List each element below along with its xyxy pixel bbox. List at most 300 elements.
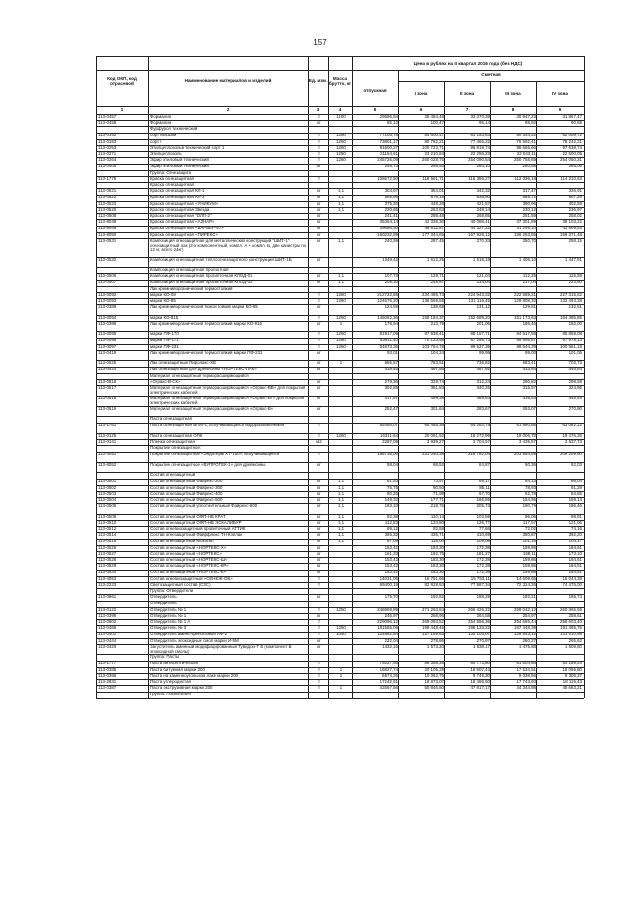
cell-code: 113-0503 (98, 491, 117, 496)
cell-zone1-price: 159 184,37 (422, 315, 444, 320)
cell-zone2-price: 264,10 (476, 164, 490, 169)
cell-zone4-price: 402,59 (568, 201, 582, 206)
cell-zone3-price: 168,11 (522, 551, 536, 556)
cell-code: 113-0505 (98, 504, 117, 509)
cell-code: 113-0526 (98, 545, 117, 550)
cell-code: 113-0502 (98, 485, 117, 490)
cell-release-price: 79227,86 (379, 661, 398, 666)
cell-release-price: 302,85 (384, 385, 398, 390)
cell-mass: 1 (339, 361, 343, 366)
cell-unit: т (317, 298, 320, 303)
cell-zone1-price: 23 210,84 (424, 151, 444, 156)
row-rule (96, 207, 584, 208)
cell-name: Группа: Огнезащита (150, 170, 192, 175)
cell-release-price: 73801,17 (379, 139, 398, 144)
cell-release-price: 245,73 (384, 164, 398, 169)
cell-zone4-price: 18 115,43 (562, 679, 582, 684)
column-number: 6 (419, 107, 423, 113)
cell-code: 113-0399 (98, 613, 117, 618)
cell-name: марки КО-08 (150, 292, 176, 297)
cell-zone4-price: 448,48 (568, 396, 582, 401)
cell-code: 113-8049 (98, 226, 117, 231)
cell-code: 113-0528 (98, 557, 117, 562)
cell-code: 113-0530 (98, 570, 117, 575)
cell-zone4-price: 324,95 (568, 385, 582, 390)
cell-release-price: 16827,74 (379, 667, 398, 672)
cell-release-price: 178,94 (384, 321, 398, 326)
cell-unit: т (317, 344, 320, 349)
cell-code: 113-0506 (98, 274, 117, 279)
cell-mass: 1260 (336, 133, 346, 138)
cell-name: Отвердитель (150, 595, 177, 600)
cell-zone4-price: 18 055,80 (562, 667, 582, 672)
cell-zone4-price: 265,05 (568, 164, 582, 169)
cell-zone1-price: 84 600,47 (424, 133, 444, 138)
cell-name: Состав огнезащитный Файрекс-400 (150, 491, 223, 496)
cell-name: Состав огнезащитный Файрфлекс ТН Кэплак (150, 533, 243, 538)
cell-zone1-price: 271 263,84 (422, 607, 444, 612)
cell-name: Покрытие огнезащитное «Эндотерм ХТ-150», вспучивающееся (150, 452, 280, 457)
cell-zone1-price: 68,52 (433, 462, 444, 467)
cell-zone1-price: 183,30 (430, 570, 444, 575)
cell-code: 113-0458 (98, 120, 117, 125)
row-rule (96, 360, 584, 361)
cell-zone3-price: 129,81 (522, 305, 536, 310)
cell-zone2-price: 254 556,36 (468, 619, 490, 624)
column-rule (444, 81, 445, 698)
cell-zone3-price: 129 808,32 (514, 298, 536, 303)
cell-zone4-price: 236,97 (568, 207, 582, 212)
cell-release-price: 183,10 (384, 504, 398, 509)
row-rule (96, 157, 584, 158)
cell-name: сорт I (150, 139, 162, 144)
cell-code: 113-0519 (98, 406, 117, 411)
row-rule (96, 257, 584, 258)
cell-unit: кг (317, 564, 321, 569)
row-rule (96, 373, 584, 374)
cell-zone4-price: 115,59 (568, 274, 582, 279)
cell-unit: т (317, 686, 320, 691)
cell-mass: 1,1 (337, 497, 345, 502)
cell-zone3-price: 84 517,59 (516, 332, 536, 337)
cell-zone1-price: 100,47 (430, 120, 444, 125)
cell-zone4-price: 63 082,22 (562, 423, 582, 428)
row-rule (96, 632, 584, 633)
cell-zone4-price: 258,02 (568, 213, 582, 218)
cell-zone1-price: 10 362,75 (424, 673, 444, 678)
cell-name: Лак кремнийорганический тюмостойкий марки КО-85 (150, 305, 258, 310)
row-rule (96, 551, 584, 552)
cell-name: Состав огнезащитный «НОРТЕКС-КР» (150, 564, 229, 569)
cell-unit: т (317, 158, 320, 163)
cell-zone4-price: 254 050,31 (560, 158, 582, 163)
row-rule (96, 280, 584, 281)
cell-release-price: 241,41 (384, 213, 398, 218)
cell-release-price: 246969,89 (377, 607, 398, 612)
cell-zone3-price: 1 475,88 (518, 644, 536, 649)
row-rule (96, 106, 584, 107)
cell-zone4-price: 82 009,72 (562, 133, 582, 138)
cell-zone3-price: 112,25 (522, 274, 536, 279)
cell-code: 113-0092 (98, 292, 117, 297)
cell-unit: кг (317, 280, 321, 285)
cell-name: Композиция огнезащитная прогипточная КЛОД-02 (150, 280, 253, 285)
cell-code: 113-0097 (98, 344, 117, 349)
cell-release-price: 55486,07 (379, 423, 398, 428)
cell-zone4-price: 9 306,37 (564, 673, 582, 678)
cell-zone4-price: 66,04 (571, 479, 582, 484)
header-unit: Ед. изм. (308, 78, 328, 84)
row-rule (96, 321, 584, 322)
cell-name: марки КО-815 (150, 315, 179, 320)
cell-mass: 1,1 (337, 514, 345, 519)
cell-unit: т (317, 139, 320, 144)
cell-code: 113-0420 (98, 644, 117, 649)
cell-zone3-price: 182,21 (522, 595, 536, 600)
cell-release-price: 81917,09 (379, 332, 398, 337)
cell-unit: т (317, 607, 320, 612)
cell-zone2-price: 116 386,27 (468, 176, 490, 181)
cell-code: 113-0444 (98, 638, 117, 643)
cell-release-price: 69,12 (387, 526, 398, 531)
cell-unit: кг (317, 120, 321, 125)
table-row (96, 396, 582, 406)
row-rule (96, 120, 584, 121)
cell-unit: кг (317, 545, 321, 550)
row-rule (96, 679, 584, 680)
cell-code: 113-0531 (98, 238, 117, 243)
cell-zone2-price: 77 987,34 (470, 582, 490, 587)
cell-zone3-price: 95 655,66 (516, 145, 536, 150)
cell-name: Отвердитель (150, 601, 177, 606)
row-rule (96, 292, 584, 293)
row-rule (96, 479, 584, 480)
cell-zone3-price: 263,07 (522, 406, 536, 411)
cell-name: Краска огнезащитная КЛ-3 (150, 195, 205, 200)
cell-name: Этилцеллозольв технический сорт 1 (150, 145, 225, 150)
cell-name: Покрытие огнезащитное «ВУПРОТЕК-1» для древесины (150, 462, 266, 467)
cell-release-price: 252,47 (384, 406, 398, 411)
cell-zone2-price: 1 538,17 (472, 644, 490, 649)
cell-zone3-price: 72,02 (525, 526, 536, 531)
cell-zone2-price: 270,33 (476, 238, 490, 243)
cell-mass: 1,1 (337, 539, 345, 544)
cell-release-price: 245726,09 (377, 158, 398, 163)
cell-unit: т (317, 423, 320, 428)
cell-name: Паста огнезащитная ОПК (150, 433, 203, 438)
cell-name: Краска огнезащитная «ПИРЕКС» (150, 232, 218, 237)
row-rule (96, 226, 584, 227)
cell-zone4-price: 185,74 (568, 595, 582, 600)
header-zone4: IV зона (552, 91, 568, 97)
cell-unit: т (317, 667, 320, 672)
cell-zone1-price: 218,76 (430, 504, 444, 509)
cell-zone1-price: 104,24 (430, 350, 444, 355)
cell-zone1-price: 42 336,30 (424, 220, 444, 225)
cell-name: Этилцеллозоль (150, 151, 182, 156)
row-rule (96, 56, 584, 57)
cell-zone3-price: 260,27 (522, 638, 536, 643)
cell-code: 113-0387 (98, 686, 117, 691)
cell-zone3-price: 251,59 (522, 213, 536, 218)
header-zone1: I зона (414, 91, 428, 97)
column-number: 5 (373, 107, 377, 113)
cell-zone3-price: 80 344,22 (516, 133, 536, 138)
row-rule (96, 667, 584, 668)
cell-zone4-price: 164,61 (568, 564, 582, 569)
cell-release-price: 153,42 (384, 570, 398, 575)
row-rule (96, 625, 584, 626)
cell-zone2-price: 77 465,22 (470, 139, 490, 144)
cell-mass: 1,1 (337, 491, 345, 496)
cell-zone1-price: 183,30 (430, 564, 444, 569)
cell-zone2-price: 342,32 (476, 189, 490, 194)
cell-mass: 1260 (336, 298, 346, 303)
cell-zone2-price: 166,55 (476, 497, 490, 502)
cell-unit: кг (317, 361, 321, 366)
cell-mass: 1,1 (337, 201, 345, 206)
column-number: 4 (338, 107, 342, 113)
cell-unit: кг (317, 189, 321, 194)
cell-zone2-price: 22 255,23 (470, 151, 490, 156)
cell-unit: т (317, 338, 320, 343)
cell-code: 113-0510 (98, 520, 117, 525)
cell-code: 113-0385 (98, 667, 117, 672)
row-rule (96, 331, 584, 332)
cell-zone4-price: 392,20 (568, 533, 582, 538)
cell-name: Лак огнезащитный для древесины «НОРТЕКС-ЛАК» (150, 367, 257, 372)
column-number: 9 (558, 107, 562, 113)
cell-name: Состав огнезащитный уплотнительный Файрекс-600 (150, 504, 258, 509)
cell-release-price: 39656,30 (379, 226, 398, 231)
cell-zone3-price: 128 943,12 (514, 632, 536, 637)
cell-code: 113-4051 (98, 452, 117, 457)
cell-zone1-price: 20 061,52 (424, 433, 444, 438)
column-number: 7 (465, 107, 469, 113)
cell-zone4-price: 164,61 (568, 570, 582, 575)
cell-name: Отвердитель № 3 (150, 626, 187, 631)
cell-zone1-price: 116,00 (430, 539, 444, 544)
cell-code: 113-0514 (98, 533, 117, 538)
cell-zone4-price: 223,50 (568, 280, 582, 285)
row-rule (96, 661, 584, 662)
cell-unit: т (317, 332, 320, 337)
row-rule (96, 638, 584, 639)
cell-unit: кг (317, 557, 321, 562)
cell-release-price: 91600,27 (379, 145, 398, 150)
cell-code: 113-0419 (98, 350, 117, 355)
cell-name: Состав огнезащитный Файрекс-200 (150, 479, 223, 484)
cell-zone2-price: 1 516,19 (472, 257, 490, 262)
cell-code: 113-0509 (98, 514, 117, 519)
cell-zone4-price: 132 493,28 (560, 298, 582, 303)
row-rule (96, 213, 584, 214)
cell-unit: кг (317, 485, 321, 490)
cell-mass: 1,1 (337, 533, 345, 538)
cell-zone2-price: 172,38 (476, 570, 490, 575)
cell-zone2-price: 635,90 (476, 195, 490, 200)
cell-code: 113-0512 (98, 526, 117, 531)
row-rule (96, 582, 584, 583)
cell-zone4-price: 74,16 (571, 526, 582, 531)
cell-code: 113-0406 (98, 164, 117, 169)
cell-code: 113-1761 (98, 423, 117, 428)
cell-name: Состав огнезащитный «НОРТЕКС-Х» (150, 545, 227, 550)
cell-unit: кг (317, 491, 321, 496)
cell-zone3-price: 159,86 (522, 564, 536, 569)
cell-zone3-price: 230,12 (522, 207, 536, 212)
cell-name: Паста огнезащитная ВПМ-2, вспучивающаяся водоразбавляемая (150, 423, 285, 428)
cell-zone4-price: 270,90 (568, 406, 582, 411)
cell-zone2-price: 188,28 (476, 595, 490, 600)
cell-zone2-price: 121,04 (476, 274, 490, 279)
cell-mass: 1,1 (337, 195, 345, 200)
cell-zone2-price: 181,27 (476, 551, 490, 556)
cell-zone3-price: 41 246,10 (516, 226, 536, 231)
cell-unit: кг (317, 321, 321, 326)
cell-code: 113-0515 (98, 539, 117, 544)
cell-zone2-price: 264,58 (476, 613, 490, 618)
cell-zone4-price: 97 638,74 (562, 145, 582, 150)
cell-zone1-price: 499,38 (430, 396, 444, 401)
cell-zone4-price: 227 315,62 (560, 292, 582, 297)
cell-zone4-price: 173,10 (568, 551, 582, 556)
column-number: 2 (226, 107, 230, 113)
cell-release-price: 150232,89 (377, 232, 398, 237)
page-number: 157 (313, 38, 327, 47)
cell-zone1-price: 260 028,75 (422, 158, 444, 163)
cell-zone2-price: 19 272,99 (470, 433, 490, 438)
cell-mass: 1050 (336, 632, 346, 637)
cell-zone4-price: 326,91 (568, 189, 582, 194)
cell-name: Группа: Отвердители (150, 588, 194, 593)
cell-zone1-price: 183,30 (430, 557, 444, 562)
cell-name: Отвердитель № 1 (150, 607, 187, 612)
table-row (96, 304, 582, 314)
cell-name: марки ПФ-170 (150, 332, 179, 337)
cell-zone1-price: 436,71 (430, 533, 444, 538)
cell-zone3-price: 254 665,44 (514, 619, 536, 624)
cell-release-price: 92,38 (387, 514, 398, 519)
cell-zone3-price: 187 448,39 (514, 626, 536, 631)
row-rule (96, 503, 584, 504)
cell-unit: т (317, 145, 320, 150)
cell-unit: кг (317, 595, 321, 600)
cell-zone4-price: 90,68 (571, 120, 582, 125)
cell-zone4-price: 22 500,05 (562, 151, 582, 156)
cell-unit: кг (317, 533, 321, 538)
cell-zone3-price: 217,04 (522, 280, 536, 285)
cell-zone1-price: 48 812,87 (424, 226, 444, 231)
cell-zone4-price: 1 509,80 (564, 644, 582, 649)
cell-release-price: 195738,00 (377, 452, 398, 457)
cell-zone3-price: 96,06 (525, 514, 536, 519)
cell-name: Формалин (150, 114, 172, 119)
cell-release-price: 21154,61 (380, 151, 398, 156)
cell-zone3-price: 64,13 (525, 479, 536, 484)
cell-name: Композиция огнезащитная теплоогнезащитного конструкций ШИТ-1Б (150, 257, 292, 262)
cell-code: 113-0501 (98, 479, 117, 484)
cell-zone1-price: 118 561,71 (422, 176, 444, 181)
cell-name: Материал огнезащитный терморасширяющийся «Огракс-Вт» для покрытия электрических кабелей (150, 396, 305, 406)
cell-release-price: 212722,85 (377, 292, 398, 297)
cell-mass: 1,1 (337, 189, 345, 194)
cell-mass: 1260 (336, 158, 346, 163)
cell-zone1-price: 137 159,63 (422, 632, 444, 637)
cell-zone3-price: 190,79 (522, 504, 536, 509)
cell-release-price: 208,30 (384, 280, 398, 285)
row-rule (96, 406, 584, 407)
cell-zone2-price: 467,92 (476, 367, 490, 372)
cell-zone1-price: 263,63 (430, 207, 444, 212)
cell-release-price: 365,32 (384, 533, 398, 538)
cell-mass: 1,1 (337, 238, 345, 243)
cell-zone2-price: 103,58 (476, 514, 490, 519)
header-release: отпускная (363, 88, 387, 94)
cell-name: Краска огнезащитная Звезда (150, 207, 210, 212)
cell-zone4-price: 1 447,91 (564, 257, 582, 262)
cell-unit: кг (317, 232, 321, 237)
column-rule (398, 70, 399, 698)
cell-zone4-price: 132,51 (568, 305, 582, 310)
cell-name: Состав огнезащитный «НОРТЕКС-К» (150, 570, 226, 575)
cell-zone1-price: 138,69 (430, 305, 444, 310)
cell-zone1-price: 497,56 (430, 367, 444, 372)
cell-name: Паста огнезащитная (150, 417, 193, 422)
cell-zone3-price: 14 609,65 (516, 576, 536, 581)
cell-name: Краска огнезащитная (150, 176, 194, 181)
cell-zone3-price: 435,53 (522, 396, 536, 401)
cell-zone4-price: 159,14 (568, 497, 582, 502)
cell-zone2-price: 134 103,07 (468, 632, 490, 637)
cell-mass: 1250 (336, 151, 346, 156)
cell-zone1-price: 87 938,41 (424, 332, 444, 337)
cell-unit: кг (317, 644, 321, 649)
row-rule (96, 439, 584, 440)
cell-zone4-price: 159 371,48 (560, 232, 582, 237)
cell-zone1-price: 783,51 (430, 361, 444, 366)
row-rule (96, 673, 584, 674)
cell-name: марки ПФ-171 (150, 338, 179, 343)
cell-zone1-price: 71,99 (433, 491, 444, 496)
header-price-title: Цена в рублях на II квартал 2016 года (без НДС) (413, 61, 523, 67)
cell-unit: т (317, 151, 320, 156)
cell-release-price: 107,73 (384, 274, 398, 279)
cell-zone1-price: 100 723,71 (422, 145, 444, 150)
table-row (96, 257, 582, 267)
row-rule (96, 644, 584, 645)
cell-mass: 1260 (336, 315, 346, 320)
cell-name: Состав огнезащитный (150, 473, 196, 478)
cell-code: 113-0518 (98, 396, 117, 401)
cell-zone3-price: 81 604,68 (516, 661, 536, 666)
cell-zone4-price: 62,03 (571, 462, 582, 467)
cell-zone2-price: 268,85 (476, 213, 490, 218)
cell-zone4-price: 131 510,98 (560, 632, 582, 637)
cell-code: 113-0253 (98, 145, 117, 150)
cell-code: 113-0093 (98, 298, 117, 303)
cell-zone4-price: 258,15 (568, 238, 582, 243)
cell-zone3-price: 78,93 (525, 485, 536, 490)
cell-zone4-price: 258 603,40 (560, 619, 582, 624)
cell-release-price: 69400,19 (379, 582, 398, 587)
row-rule (96, 139, 584, 140)
cell-zone1-price: 231 040,38 (422, 452, 444, 457)
cell-zone2-price: 131 116,45 (468, 298, 490, 303)
cell-release-price: 304,67 (384, 189, 398, 194)
row-rule (96, 433, 584, 434)
cell-zone3-price: 66 595,67 (516, 338, 536, 343)
